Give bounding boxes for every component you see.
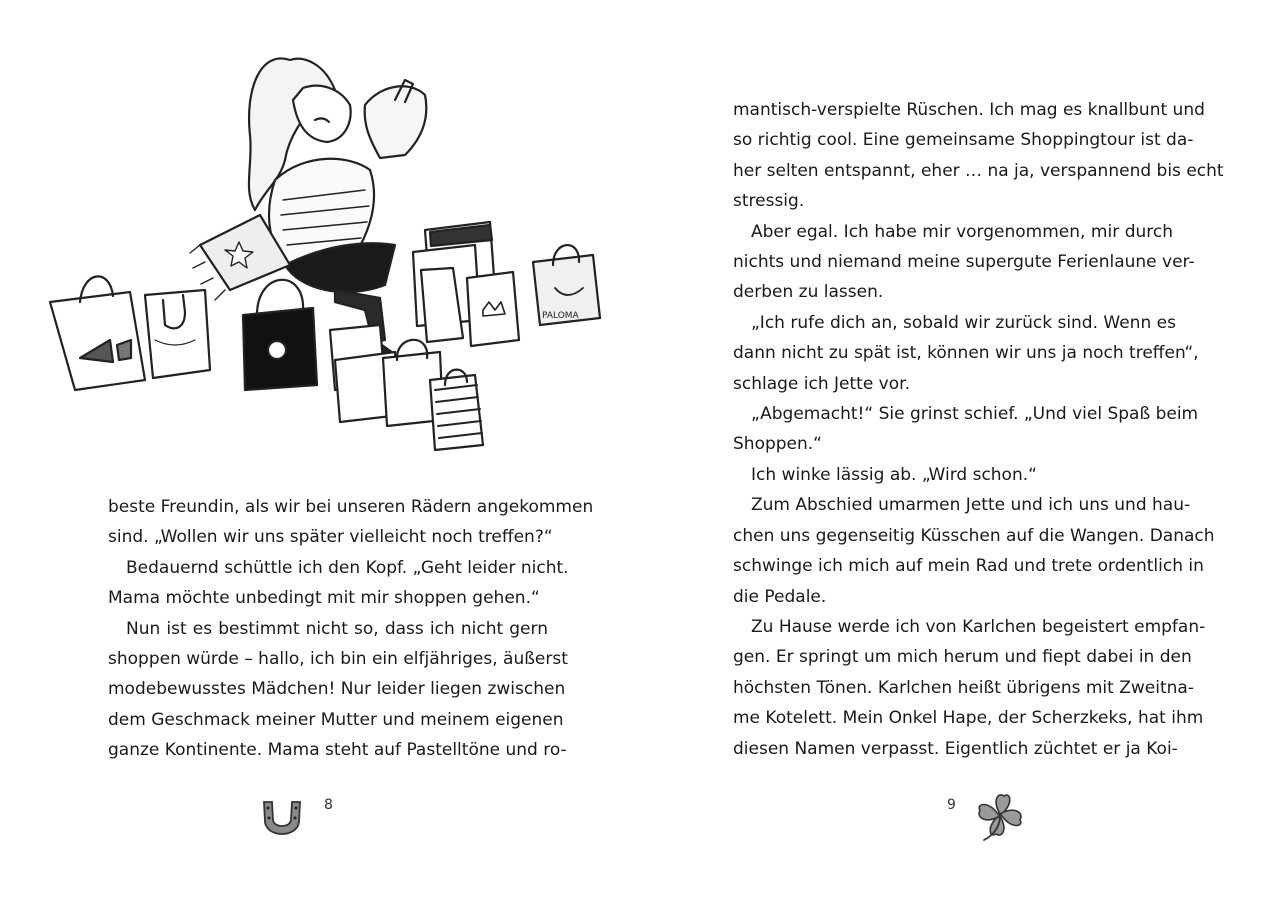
text-line: gen. Er springt um mich herum und fiept dabei in den: [733, 647, 1192, 668]
clover-icon: [970, 790, 1030, 842]
right-page: [640, 0, 1280, 908]
text-line: Zum Abschied umarmen Jette und ich uns und hau-: [751, 495, 1191, 516]
text-line: shoppen würde – hallo, ich bin ein elfjähriges, äußerst: [108, 649, 568, 670]
text-line: mantisch-verspielte Rüschen. Ich mag es knallbunt und: [733, 100, 1205, 120]
text-line: so richtig cool. Eine gemeinsame Shoppingtour ist da-: [733, 130, 1194, 151]
text-line: me Kotelett. Mein Onkel Hape, der Scherzkeks, hat ihm: [733, 708, 1204, 729]
text-line: chen uns gegenseitig Küsschen auf die Wangen. Danach: [733, 525, 1215, 546]
text-line: schlage ich Jette vor.: [733, 373, 910, 394]
text-line: Shoppen.“: [733, 434, 822, 455]
text-line: „Ich rufe dich an, sobald wir zurück sind. Wenn es: [751, 312, 1176, 333]
left-page-text: [108, 492, 594, 766]
text-line: dann nicht zu spät ist, können wir uns ja noch treffen“,: [733, 343, 1199, 364]
text-line: derben zu lassen.: [733, 282, 884, 303]
text-line: modebewusstes Mädchen! Nur leider liegen zwischen: [108, 679, 566, 700]
paloma-bag-label: PALOMA: [542, 311, 579, 321]
text-line: stressig.: [733, 191, 805, 212]
text-line: „Abgemacht!“ Sie grinst schief. „Und viel Spaß beim: [751, 404, 1199, 425]
text-line: höchsten Tönen. Karlchen heißt übrigens mit Zweitna-: [733, 677, 1194, 698]
text-line: die Pedale.: [733, 586, 827, 607]
page-number: 8: [324, 797, 333, 813]
text-line: nichts und niemand meine supergute Ferienlaune ver-: [733, 252, 1195, 273]
text-line: sind. „Wollen wir uns später vielleicht noch treffen?“: [108, 527, 553, 548]
page-number: 9: [947, 797, 956, 813]
horseshoe-icon: [258, 798, 306, 840]
text-line: Aber egal. Ich habe mir vorgenommen, mir durch: [751, 221, 1173, 242]
text-line: Mama möchte unbedingt mit mir shoppen gehen.“: [108, 588, 540, 609]
text-line: Zu Hause werde ich von Karlchen begeistert empfan-: [751, 616, 1206, 637]
text-line: Nun ist es bestimmt nicht so, dass ich nicht gern: [126, 618, 548, 639]
text-line: her selten entspannt, eher … na ja, verspannend bis echt: [733, 160, 1224, 181]
text-line: beste Freundin, als wir bei unseren Rädern angekommen: [108, 497, 594, 517]
text-line: Ich winke lässig ab. „Wird schon.“: [751, 464, 1037, 485]
text-line: Bedauernd schüttle ich den Kopf. „Geht leider nicht.: [126, 557, 569, 578]
girl-with-shopping-bags-illustration: [35, 40, 615, 470]
text-line: ganze Kontinente. Mama steht auf Pastelltöne und ro-: [108, 740, 567, 761]
text-line: diesen Namen verpasst. Eigentlich züchtet er ja Koi-: [733, 738, 1178, 759]
right-page-text: [733, 95, 1224, 764]
text-line: schwinge ich mich auf mein Rad und trete ordentlich in: [733, 556, 1204, 577]
text-line: dem Geschmack meiner Mutter und meinem eigenen: [108, 709, 564, 730]
